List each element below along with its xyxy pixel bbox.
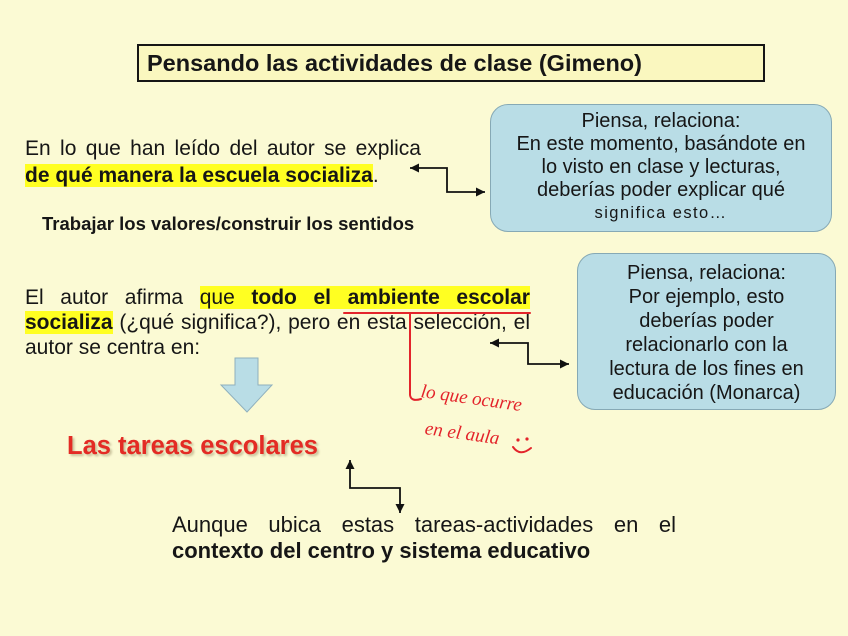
paragraph-line bbox=[25, 135, 421, 162]
highlighted-phrase bbox=[200, 286, 530, 309]
highlight-text: que bbox=[199, 286, 235, 309]
paragraph-line bbox=[25, 335, 530, 360]
smiley-face-icon bbox=[513, 437, 531, 452]
box-line: educación (Monarca) bbox=[612, 382, 801, 404]
elbow-double-arrow-icon bbox=[410, 168, 485, 192]
paragraph-line bbox=[25, 310, 530, 335]
box-line: En este momento, basándote en bbox=[516, 133, 806, 155]
smiley-eye bbox=[516, 438, 519, 441]
box-heading: Piensa, relaciona: bbox=[581, 110, 741, 132]
paragraph-line bbox=[25, 285, 530, 310]
highlighted-word: socializa bbox=[25, 311, 113, 334]
red-heading: Las tareas escolares bbox=[67, 432, 318, 460]
smiley-eye bbox=[525, 437, 528, 440]
box-line: lectura de los fines en bbox=[609, 358, 804, 380]
box-heading: Piensa, relaciona: bbox=[627, 262, 786, 284]
handwritten-note-line: lo que ocurre bbox=[419, 381, 524, 417]
box-line: lo visto en clase y lecturas, bbox=[541, 156, 781, 178]
paragraph-line bbox=[172, 512, 676, 538]
paragraph-text: autor se centra en: bbox=[25, 336, 201, 359]
box-line: deberías poder bbox=[639, 310, 774, 332]
paragraph-text: Aunque ubica estas tareas-actividades en el bbox=[172, 512, 676, 537]
title-box bbox=[137, 44, 765, 82]
box-line: relacionarlo con la bbox=[625, 334, 788, 356]
down-arrow-icon bbox=[221, 358, 272, 412]
paragraph-period: . bbox=[372, 164, 379, 187]
box-line: deberías poder explicar qué bbox=[537, 179, 785, 201]
highlighted-phrase: de qué manera la escuela socializa bbox=[25, 164, 373, 187]
paragraph-line-bold bbox=[172, 538, 676, 564]
paragraph-bold-text: contexto del centro y sistema educativo bbox=[172, 538, 591, 563]
box-line: Por ejemplo, esto bbox=[628, 286, 785, 308]
subheading: Trabajar los valores/construir los sentidos bbox=[42, 213, 415, 234]
paragraph-line bbox=[25, 162, 421, 189]
paragraph-text: El autor afirma bbox=[25, 286, 184, 309]
highlight-bold-text: todo el ambiente escolar bbox=[251, 286, 530, 309]
reflection-box-2 bbox=[577, 253, 836, 410]
elbow-double-arrow-icon bbox=[350, 460, 400, 513]
handwritten-note-line: en el aula bbox=[423, 418, 501, 450]
paragraph-author-claim bbox=[25, 285, 530, 360]
paragraph-text: (¿qué significa?), pero en esta selección, el bbox=[119, 311, 530, 334]
reflection-box-1 bbox=[490, 104, 832, 232]
paragraph-explanation bbox=[25, 135, 421, 189]
slide-title: Pensando las actividades de clase (Gimeno) bbox=[147, 50, 642, 76]
box-line-small: significa esto… bbox=[594, 204, 728, 222]
paragraph-context bbox=[172, 512, 676, 564]
paragraph-text: En lo que han leído del autor se explica bbox=[25, 137, 421, 160]
smiley-mouth bbox=[513, 447, 531, 452]
